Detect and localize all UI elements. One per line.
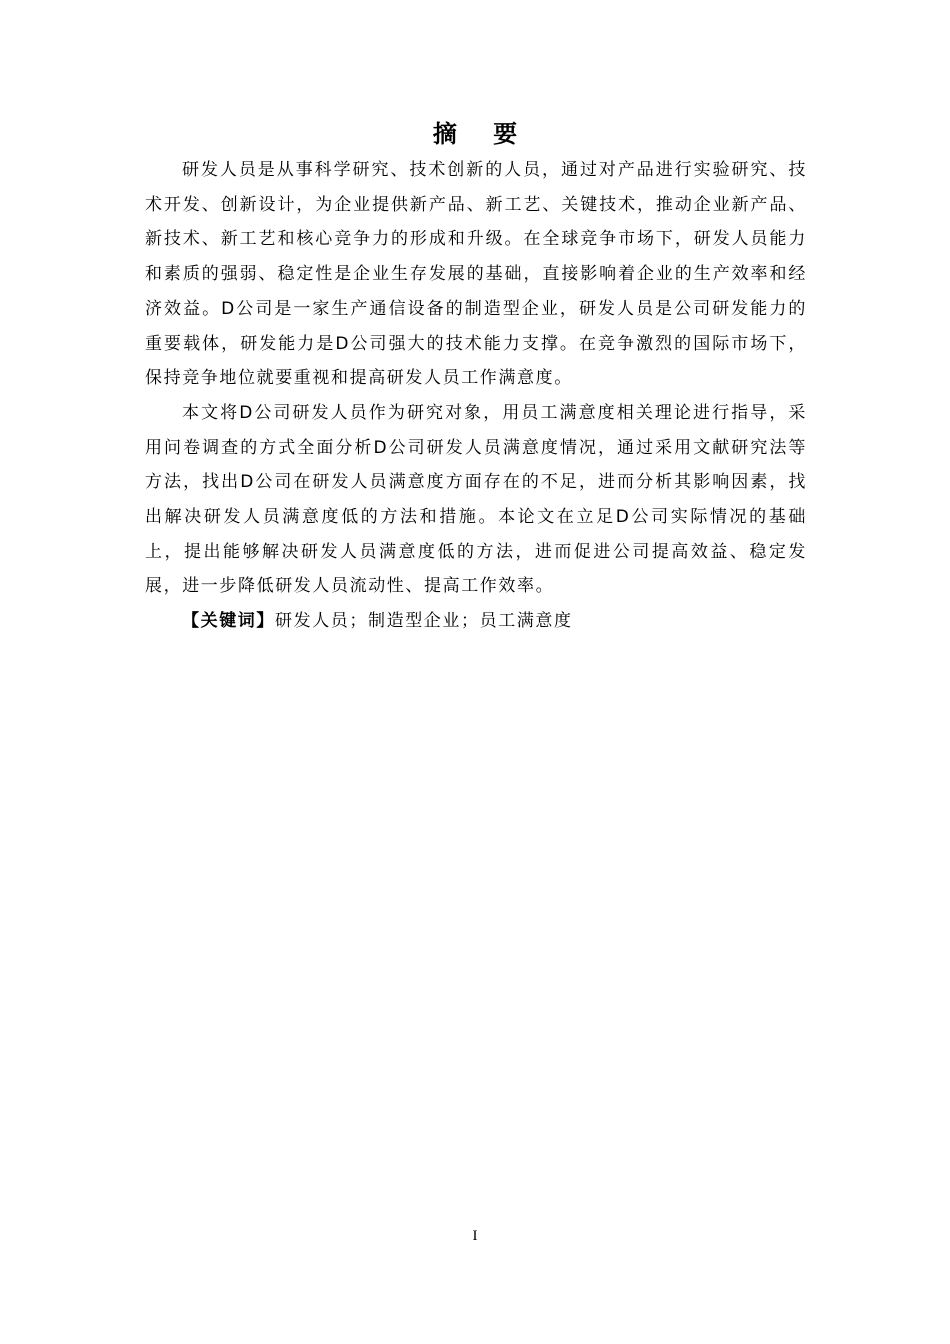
abstract-body	[145, 153, 807, 639]
page-number: I	[472, 1228, 478, 1244]
keywords-line	[145, 604, 807, 639]
abstract-title: 摘 要	[432, 120, 532, 148]
abstract-paragraph-2: 本文将D公司研发人员作为研究对象，用员工满意度相关理论进行指导，采用问卷调查的方式全面分析D公司研发人员满意度情况，通过采用文献研究法等方法，找出D公司在研发人员满意度方面存在的不足，进而分析其影响因素，找出解决研发人员满意度低的方法和措施。本论文在立足D公司实际情况的基础上，提出能够解决研发人员满意度低的方法，进而促进公司提高效益、稳定发展，进一步降低研发人员流动性、提高工作效率。	[145, 402, 807, 597]
keywords-text: 研发人员；制造型企业；员工满意度	[275, 611, 573, 632]
abstract-paragraph-1: 研发人员是从事科学研究、技术创新的人员，通过对产品进行实验研究、技术开发、创新设计，为企业提供新产品、新工艺、关键技术，推动企业新产品、新技术、新工艺和核心竞争力的形成和升级。在全球竞争市场下，研发人员能力和素质的强弱、稳定性是企业生存发展的基础，直接影响着企业的生产效率和经济效益。D公司是一家生产通信设备的制造型企业，研发人员是公司研发能力的重要载体，研发能力是D公司强大的技术能力支撑。在竞争激烈的国际市场下，保持竞争地位就要重视和提高研发人员工作满意度。	[145, 160, 807, 389]
keywords-label: 【关键词】	[182, 611, 275, 632]
